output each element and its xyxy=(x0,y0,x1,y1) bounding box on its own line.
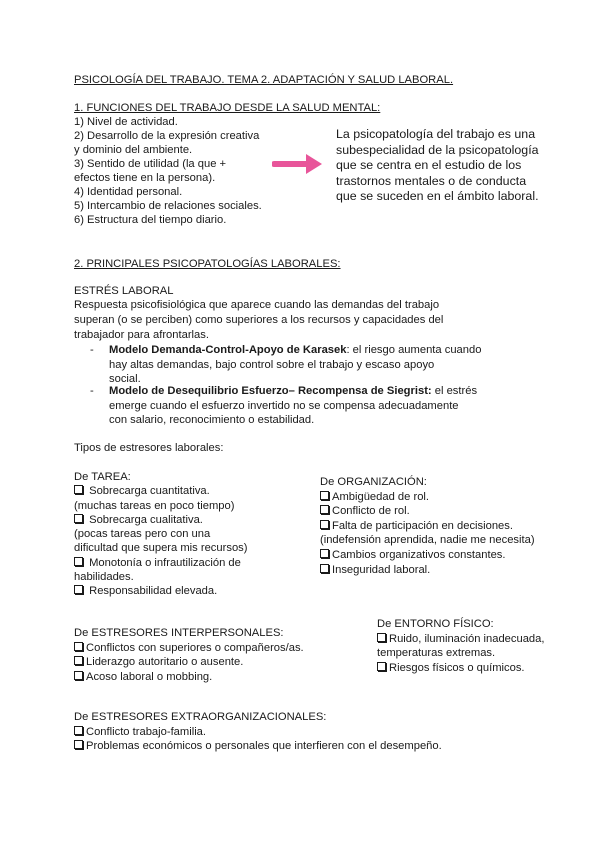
dash: - xyxy=(90,385,94,397)
definition-line: trabajador para afrontarlas. xyxy=(74,329,209,341)
list-item: dificultad que supera mis recursos) xyxy=(74,542,248,555)
arrow-right-icon xyxy=(272,151,324,177)
model-description: hay altas demandas, bajo control sobre el trabajo y escaso apoyo xyxy=(109,358,435,371)
checkbox-icon xyxy=(74,485,83,494)
list-item: Conflicto de rol. xyxy=(320,504,535,519)
group-heading: De ENTORNO FÍSICO: xyxy=(377,618,494,630)
estres-title: ESTRÉS LABORAL xyxy=(74,285,174,297)
list-item: Monotonía o infrautilización de xyxy=(74,556,247,570)
checkbox-icon xyxy=(74,557,83,566)
group-heading: De TAREA: xyxy=(74,471,131,483)
model-karasek xyxy=(90,343,481,387)
dash: - xyxy=(90,344,94,356)
section1-heading: 1. FUNCIONES DEL TRABAJO DESDE LA SALUD MENTAL: xyxy=(74,102,381,114)
list-item: Acoso laboral o mobbing. xyxy=(74,670,304,685)
checkbox-icon xyxy=(320,564,329,573)
list-item: Ambigüedad de rol. xyxy=(320,490,535,505)
psychopathology-definition xyxy=(336,127,539,205)
checkbox-icon xyxy=(74,642,83,651)
organizacion-group xyxy=(320,475,535,577)
definition-line: La psicopatología del trabajo es una xyxy=(336,127,536,141)
list-item: 3) Sentido de utilidad (la que + xyxy=(74,158,227,170)
list-item: Problemas económicos o personales que interfieren con el desempeño. xyxy=(74,739,442,754)
entorno-group xyxy=(377,617,544,675)
checkbox-icon xyxy=(74,656,83,665)
list-item: 2) Desarrollo de la expresión creativa xyxy=(74,130,260,142)
extraorganizacionales-group xyxy=(74,710,442,754)
checkbox-icon xyxy=(74,726,83,735)
model-description: con salario, reconocimiento o estabilidad. xyxy=(109,414,315,426)
functions-list xyxy=(74,115,262,227)
section2-heading: 2. PRINCIPALES PSICOPATOLOGÍAS LABORALES: xyxy=(74,258,341,270)
definition-line: que se suceden en el ámbito laboral. xyxy=(336,189,539,203)
list-item: Responsabilidad elevada. xyxy=(74,584,247,598)
model-description: : el riesgo aumenta cuando xyxy=(346,344,482,356)
list-item: (pocas tareas pero con una xyxy=(74,528,211,541)
checkbox-icon xyxy=(74,514,83,523)
list-item: 6) Estructura del tiempo diario. xyxy=(74,214,227,226)
checkbox-icon xyxy=(320,520,329,529)
list-item: Ruido, iluminación inadecuada, xyxy=(377,632,544,647)
list-item: Sobrecarga cuantitativa. xyxy=(74,484,247,498)
list-item: Riesgos físicos o químicos. xyxy=(377,661,544,676)
group-heading: De ESTRESORES INTERPERSONALES: xyxy=(74,627,284,639)
model-description: el estrés xyxy=(431,385,478,397)
list-item: y dominio del ambiente. xyxy=(74,144,193,156)
list-item: (indefensión aprendida, nadie me necesita) xyxy=(320,534,535,547)
list-item: 1) Nivel de actividad. xyxy=(74,116,178,128)
list-item: 4) Identidad personal. xyxy=(74,186,183,198)
model-name: Modelo de Desequilibrio Esfuerzo– Recompensa de Siegrist: xyxy=(109,385,432,397)
tipos-title: Tipos de estresores laborales: xyxy=(74,442,224,454)
model-siegrist xyxy=(90,384,477,428)
interpersonales-group xyxy=(74,626,304,684)
list-item: habilidades. xyxy=(74,571,134,584)
list-item: Conflicto trabajo-familia. xyxy=(74,725,442,740)
list-item: Liderazgo autoritario o ausente. xyxy=(74,655,304,670)
tarea-group xyxy=(74,470,247,599)
list-item: Sobrecarga cualitativa. xyxy=(74,513,247,527)
definition-line: subespecialidad de la psicopatología xyxy=(336,142,539,157)
list-item: Cambios organizativos constantes. xyxy=(320,548,535,563)
definition-line: que se centra en el estudio de los xyxy=(336,158,522,172)
list-item: Conflictos con superiores o compañeros/as. xyxy=(74,641,304,656)
page-title: PSICOLOGÍA DEL TRABAJO. TEMA 2. ADAPTACIÓN Y SALUD LABORAL. xyxy=(74,74,454,86)
definition-line: trastornos mentales o de conducta xyxy=(336,173,527,188)
model-description: social. xyxy=(109,373,141,385)
checkbox-icon xyxy=(74,740,83,749)
checkbox-icon xyxy=(377,633,386,642)
definition-line: Respuesta psicofisiológica que aparece cuando las demandas del trabajo xyxy=(74,299,440,311)
checkbox-icon xyxy=(320,491,329,500)
list-item: (muchas tareas en poco tiempo) xyxy=(74,499,235,512)
checkbox-icon xyxy=(74,671,83,680)
list-item: temperaturas extremas. xyxy=(377,647,496,660)
checkbox-icon xyxy=(320,505,329,514)
checkbox-icon xyxy=(74,585,83,594)
estres-definition xyxy=(74,298,443,343)
list-item: Inseguridad laboral. xyxy=(320,563,535,578)
model-name: Modelo Demanda-Control-Apoyo de Karasek xyxy=(109,344,347,356)
group-heading: De ORGANIZACIÓN: xyxy=(320,476,427,488)
definition-line: superan (o se perciben) como superiores a los recursos y capacidades del xyxy=(74,314,444,326)
checkbox-icon xyxy=(320,549,329,558)
model-description: emerge cuando el esfuerzo invertido no se compensa adecuadamente xyxy=(109,399,459,412)
group-heading: De ESTRESORES EXTRAORGANIZACIONALES: xyxy=(74,711,327,723)
list-item: Falta de participación en decisiones. xyxy=(320,519,535,534)
list-item: 5) Intercambio de relaciones sociales. xyxy=(74,200,262,212)
checkbox-icon xyxy=(377,662,386,671)
list-item: efectos tiene en la persona). xyxy=(74,172,216,184)
